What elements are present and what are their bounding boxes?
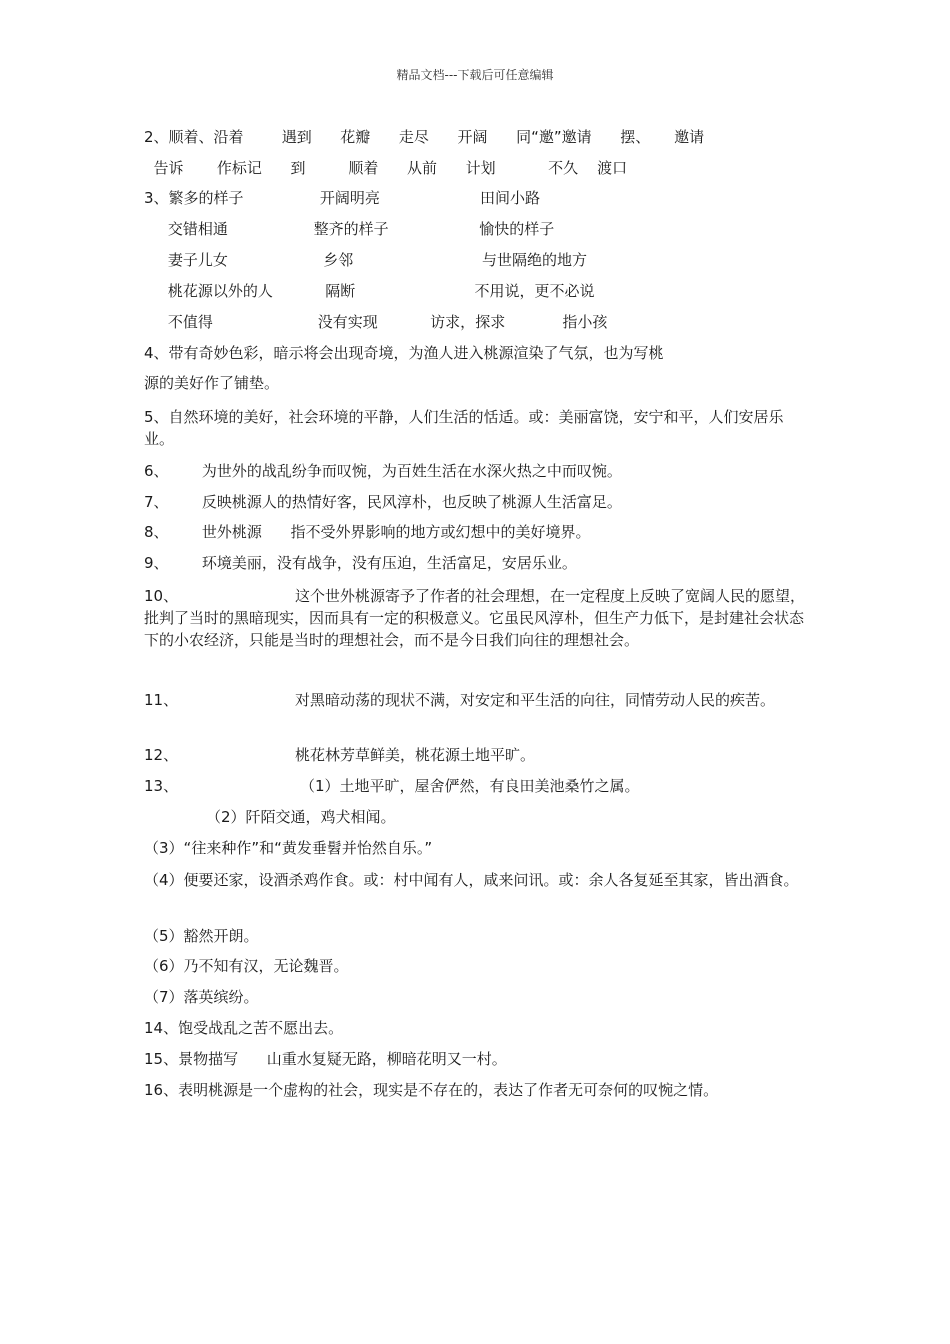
answer-10-text: 这个世外桃源寄予了作者的社会理想，在一定程度上反映了宽阔人民的愿望，批判了当时的黑暗现实，因而具有一定的积极意义。它虽民风淳朴，但生产力低下，是封建社会状态下的小农经济，只能是当时的理想社会，而不是今日我们向往的理想社会。 (144, 587, 806, 649)
answer-4-line-2: 源的美好作了铺垫。 (144, 374, 280, 392)
answer-8: 8、 世外桃源 指不受外界影响的地方或幻想中的美好境界。 (144, 523, 591, 541)
answer-13-item-7: （7）落英缤纷。 (144, 988, 259, 1006)
answer-3-line-5: 不值得 没有实现 访求，探求 指小孩 (144, 313, 608, 331)
answer-7: 7、 反映桃源人的热情好客，民风淳朴，也反映了桃源人生活富足。 (144, 493, 622, 511)
answer-12-number: 12、 (144, 746, 179, 764)
answer-13-item-2: （2）阡陌交通，鸡犬相闻。 (206, 808, 396, 826)
answer-5: 5、自然环境的美好，社会环境的平静，人们生活的恬适。或：美丽富饶，安宁和平，人们安居乐业。 (144, 408, 784, 448)
answer-13-item-1: （1）土地平旷，屋舍俨然，有良田美池桑竹之属。 (300, 777, 640, 795)
answer-12 (144, 744, 810, 766)
answer-10-number: 10、 (144, 587, 179, 605)
answer-15: 15、景物描写 山重水复疑无路，柳暗花明又一村。 (144, 1050, 507, 1068)
answer-3-line-1: 3、繁多的样子 开阔明亮 田间小路 (144, 189, 540, 207)
answer-13-item-3: （3）“往来种作”和“黄发垂髫并怡然自乐。” (144, 839, 433, 857)
answer-13-item-5: （5）豁然开朗。 (144, 927, 259, 945)
answer-13-number: 13、 (144, 777, 179, 795)
answer-4-line-1: 4、带有奇妙色彩，暗示将会出现奇境，为渔人进入桃源渲染了气氛，也为写桃 (144, 344, 664, 362)
answer-3-line-3: 妻子儿女 乡邻 与世隔绝的地方 (144, 251, 587, 269)
answer-2-line-2: 告诉 作标记 到 顺着 从前 计划 不久 渡口 (144, 159, 628, 177)
answer-14: 14、饱受战乱之苦不愿出去。 (144, 1019, 344, 1037)
answer-16: 16、表明桃源是一个虚构的社会，现实是不存在的，表达了作者无可奈何的叹惋之情。 (144, 1081, 719, 1099)
answer-13-item-6: （6）乃不知有汉，无论魏晋。 (144, 957, 349, 975)
answer-12-text: 桃花林芳草鲜美，桃花源土地平旷。 (295, 746, 536, 764)
answer-11-text: 对黑暗动荡的现状不满，对安定和平生活的向往，同情劳动人民的疾苦。 (295, 691, 776, 709)
answer-2-line-1: 2、顺着、沿着 遇到 花瓣 走尽 开阔 同“邀”邀请 摆、 邀请 (144, 128, 705, 146)
answer-11-number: 11、 (144, 691, 179, 709)
page-header: 精品文档---下载后可任意编辑 (396, 68, 554, 82)
answer-9: 9、 环境美丽，没有战争，没有压迫，生活富足，安居乐业。 (144, 554, 577, 572)
answer-3-line-4: 桃花源以外的人 隔断 不用说，更不必说 (144, 282, 595, 300)
answer-10 (144, 585, 810, 651)
answer-6: 6、 为世外的战乱纷争而叹惋，为百姓生活在水深火热之中而叹惋。 (144, 462, 622, 480)
answer-13 (144, 775, 810, 797)
answer-13-item-4: （4）便要还家，设酒杀鸡作食。或：村中闻有人，咸来问讯。或：余人各复延至其家，皆出酒食。 (144, 871, 799, 889)
answer-3-line-2: 交错相通 整齐的样子 愉快的样子 (144, 220, 555, 238)
answer-11 (144, 689, 810, 711)
